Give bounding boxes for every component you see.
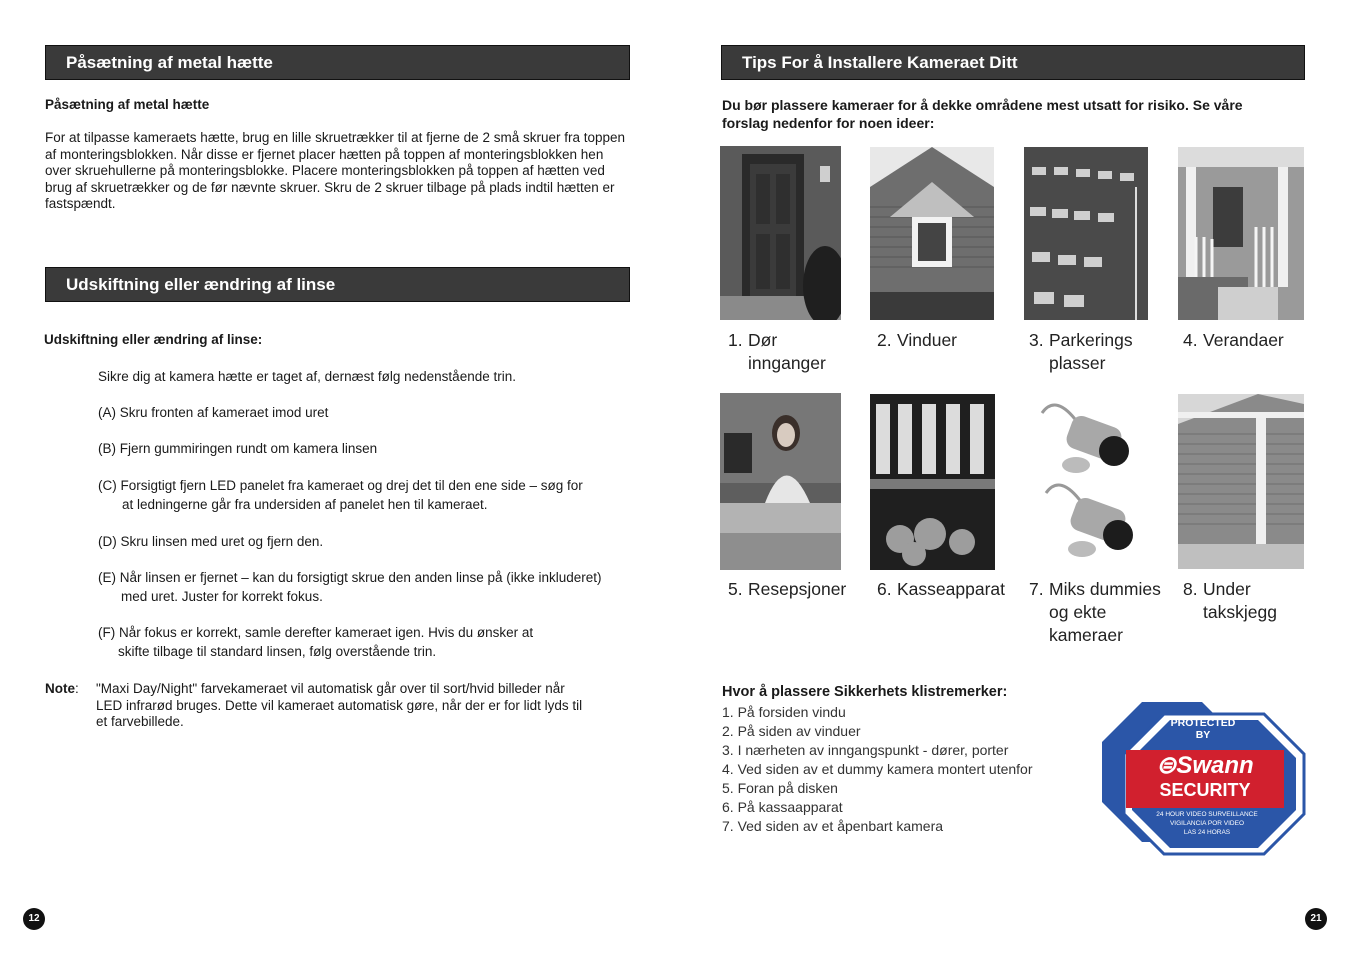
list-item: 5. Foran på disken	[722, 780, 838, 796]
cash-register-photo	[870, 394, 995, 570]
list-item: 1. På forsiden vindu	[722, 704, 846, 720]
body-metal-hood: For at tilpasse kameraets hætte, brug en lille skruetrækker til at fjerne de 2 små skruer fra toppen af monteringsblokken. Når disse er fjernet placer hætten på toppen af monteringsblokken hen over skruehullerne på monteringsblokke. Placere monteringsblokken på toppen af hætten ved brug af skruetrækker og de før nævnte skruer. Skru de 2 skruer tilbage på plads indtil hætten er fastspændt.	[45, 130, 626, 211]
step-e: (E) Når linsen er fjernet – kan du forsigtigt skrue den anden linse på (ikke inkluderet) med uret. Juster for korrekt fokus.	[98, 570, 602, 604]
door-photo	[720, 146, 841, 320]
swann-security-sticker	[1098, 700, 1308, 860]
sticker-spanish-1: VIGILANCIA POR VIDEO	[1169, 820, 1245, 827]
subheading-lens: Udskiftning eller ændring af linse:	[44, 332, 263, 347]
page-number-right: 21	[1305, 908, 1327, 930]
lens-intro: Sikre dig at kamera hætte er taget af, dernæst følg nedenstående trin.	[98, 369, 516, 384]
section-banner-lens: Udskiftning eller ændring af linse	[45, 267, 630, 302]
eaves-photo	[1178, 394, 1304, 569]
window-photo	[870, 147, 994, 320]
caption-eaves: 8. Under takskjegg	[1183, 579, 1277, 622]
caption-reception: 5. Resepsjoner	[728, 579, 847, 599]
list-item: 6. På kassaapparat	[722, 799, 843, 815]
sticker-spanish-2: LAS 24 HORAS	[1183, 829, 1231, 836]
caption-parking: 3. Parkerings plasser	[1029, 330, 1133, 373]
parking-lot-photo	[1024, 147, 1148, 320]
porch-photo	[1178, 147, 1304, 320]
stickers-list	[722, 703, 1033, 836]
subheading-metal-hood: Påsætning af metal hætte	[45, 97, 210, 112]
caption-porch: 4. Verandaer	[1183, 330, 1284, 350]
step-c: (C) Forsigtigt fjern LED panelet fra kameraet og drej det til den ene side – søg for at ledningerne går fra undersiden af panelet hen til kameraet.	[98, 478, 583, 512]
note: Note: "Maxi Day/Night" farvekameraet vil automatisk går over til sort/hvid billeder når LED infrarød bruges. Dette vil kameraet automatisk gøre, når der er for lidt lyds til et farvebillede.	[45, 681, 583, 729]
list-item: 4. Ved siden av et dummy kamera montert utenfor	[722, 761, 1033, 777]
sticker-protected: PROTECTED	[1170, 717, 1236, 729]
sticker-brand: ⊜Swann	[1156, 752, 1254, 779]
page-number-left: 12	[23, 908, 45, 930]
step-f: (F) Når fokus er korrekt, samle derefter kameraet igen. Hvis du ønsker at skifte tilbage til standard linsen, følg overstående trin.	[98, 625, 534, 659]
stickers-heading: Hvor å plassere Sikkerhets klistremerker:	[722, 684, 1008, 700]
section-banner-tips: Tips For å Installere Kameraet Ditt	[721, 45, 1305, 80]
reception-photo	[720, 393, 841, 570]
caption-windows: 2. Vinduer	[877, 330, 958, 350]
sticker-by: BY	[1195, 729, 1211, 741]
sticker-tagline: 24 HOUR VIDEO SURVEILLANCE	[1156, 811, 1258, 818]
caption-cash-register: 6. Kasseapparat	[877, 579, 1005, 599]
cameras-photo	[1026, 393, 1150, 569]
section-banner-metal-hood: Påsætning af metal hætte	[45, 45, 630, 80]
caption-cameras: 7. Miks dummies og ekte kameraer	[1029, 579, 1161, 645]
list-item: 2. På siden av vinduer	[722, 723, 861, 739]
tips-intro: Du bør plassere kameraer for å dekke områdene mest utsatt for risiko. Se våre forslag nedenfor for noen ideer:	[722, 97, 1243, 131]
step-b: (B) Fjern gummiringen rundt om kamera linsen	[98, 441, 378, 456]
step-d: (D) Skru linsen med uret og fjern den.	[98, 534, 324, 549]
list-item: 3. I nærheten av inngangspunkt - dører, porter	[722, 742, 1009, 758]
swann-logo-icon: ⊜	[1156, 752, 1177, 779]
caption-door: 1. Dør innganger	[728, 330, 826, 373]
step-a: (A) Skru fronten af kameraet imod uret	[98, 405, 329, 420]
sticker-security: SECURITY	[1159, 780, 1251, 800]
list-item: 7. Ved siden av et åpenbart kamera	[722, 818, 944, 834]
